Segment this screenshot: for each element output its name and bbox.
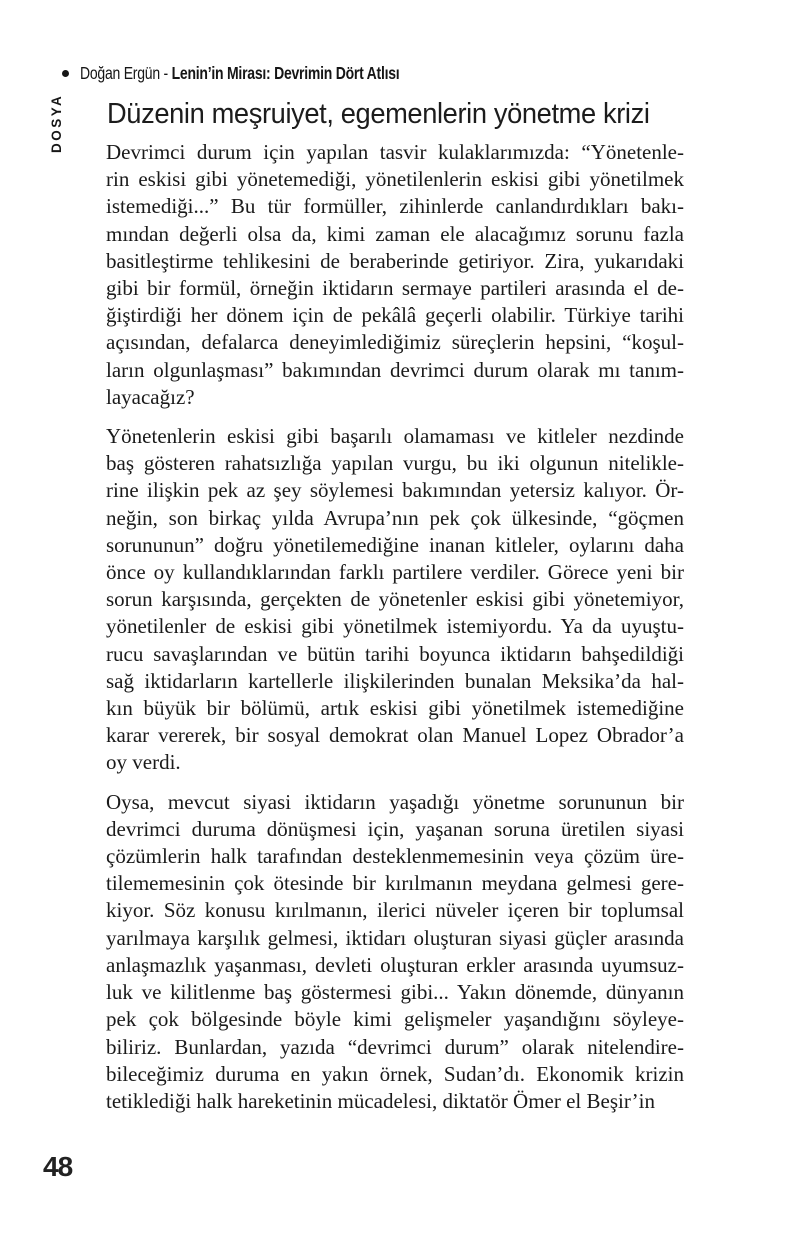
body-line: Yönetenlerin eskisi gibi başarılı olamaması ve kitleler nezdinde — [106, 424, 684, 449]
body-line: yarılmaya karşılık gelmesi, iktidarı oluşturan siyasi güçler arasında — [106, 925, 684, 950]
paragraph — [106, 789, 684, 1115]
running-head-text — [80, 63, 399, 84]
running-head — [62, 63, 479, 84]
section-label-dosya: DOSYA — [49, 93, 64, 153]
body-line: pek çok bölgesinde böyle kimi gelişmeler yaşandığını söyleye- — [106, 1007, 684, 1032]
header-separator: - — [159, 63, 172, 83]
body-line: çözümlerin halk tarafından desteklenmemesinin veya çözüm üre- — [106, 844, 684, 869]
body-line: biliriz. Bunlardan, yazıda “devrimci durum” olarak nitelendire- — [106, 1034, 684, 1059]
work-title: Lenin’in Mirası: Devrimin Dört Atlısı — [171, 63, 400, 83]
body-line: Devrimci durum için yapılan tasvir kulaklarımızda: “Yönetenle- — [106, 140, 684, 164]
body-line: sorun karşısında, gerçekten de yönetenler eskisi gibi yönetemiyor, — [106, 587, 684, 612]
body-line: anlaşmazlık yaşanması, devleti oluşturan erkler arasında uyumsuz- — [106, 952, 684, 977]
body-line: kın büyük bir bölümü, artık eskisi gibi yönetilmek istemediğine — [106, 696, 684, 721]
body-line: sorununun” doğru yönetilemediğine inanan kitleler, oylarını daha — [106, 532, 684, 557]
body-line: rine ilişkin pek az şey söylemesi bakımından yetersiz kalıyor. Ör- — [106, 478, 684, 503]
body-line: önce oy kullandıklarından farklı partilere verdiler. Görece yeni bir — [106, 560, 684, 585]
bullet-icon — [62, 70, 69, 77]
body-line: Oysa, mevcut siyasi iktidarın yaşadığı yönetme sorununun bir — [106, 789, 684, 814]
article-body — [106, 139, 684, 1115]
body-line: rucu savaşlarından ve bütün tarihi boyunca iktidarın bahşedildiği — [106, 641, 684, 666]
body-line: devrimci duruma dönüşmesi için, yaşanan soruna üretilen siyasi — [106, 816, 684, 841]
body-line: gibi bir formül, örneğin iktidarın sermaye partileri arasında el de- — [106, 276, 684, 301]
body-line: luk ve kilitlenme baş göstermesi gibi... Yakın dönemde, dünyanın — [106, 980, 684, 1005]
page-number: 48 — [43, 1151, 73, 1182]
body-line: neğin, son birkaç yılda Avrupa’nın pek çok ülkesinde, “göçmen — [106, 505, 684, 530]
body-line: istemediği...” Bu tür formüller, zihinlerde canlandırdıkları bakı- — [106, 194, 684, 219]
body-line: açısından, defalarca deneyimlediğimiz süreçlerin hepsini, “koşul- — [106, 330, 684, 355]
body-line: baş gösteren rahatsızlığa yapılan vurgu, bu iki olgunun nitelikle- — [106, 451, 684, 476]
author-name: Doğan Ergün — [80, 63, 160, 83]
body-line: oy verdi. — [106, 750, 181, 775]
body-line: tetiklediği halk hareketinin mücadelesi, diktatör Ömer el Beşir’in — [106, 1088, 655, 1113]
body-line: karar vererek, bir sosyal demokrat olan Manuel Lopez Obrador’a — [106, 723, 684, 748]
article-title: Düzenin meşruiyet, egemenlerin yönetme krizi — [107, 98, 650, 130]
body-line: kiyor. Söz konusu kırılmanın, ilerici nüveler içeren bir toplumsal — [106, 898, 684, 923]
body-line: layacağız? — [106, 384, 195, 409]
body-line: ğiştirdiği her dönem için de pekâlâ geçerli olabilir. Türkiye tarihi — [106, 303, 684, 328]
body-line: sağ iktidarların kartellerle ilişkilerinden bunalan Meksika’da hal- — [106, 668, 684, 693]
body-line: tilememesinin çok ötesinde bir kırılmanın meydana gelmesi gere- — [106, 871, 684, 896]
body-line: mından değerli olsa da, kimi zaman ele alacağımız sorunu fazla — [106, 221, 684, 246]
paragraph — [106, 423, 684, 777]
body-line: basitleştirme tehlikesini de beraberinde getiriyor. Zira, yukarıdaki — [106, 248, 684, 273]
body-line: ların olgunlaşması” bakımından devrimci durum olarak mı tanım- — [106, 357, 684, 382]
body-line: bileceğimiz duruma en yakın örnek, Sudan’dı. Ekonomik krizin — [106, 1061, 684, 1086]
body-line: rin eskisi gibi yönetemediği, yönetilenlerin eskisi gibi yönetilmek — [106, 167, 684, 192]
paragraph — [106, 139, 684, 411]
body-line: yönetilenler de eskisi gibi yönetilmek istemiyordu. Ya da uyuştu- — [106, 614, 684, 639]
